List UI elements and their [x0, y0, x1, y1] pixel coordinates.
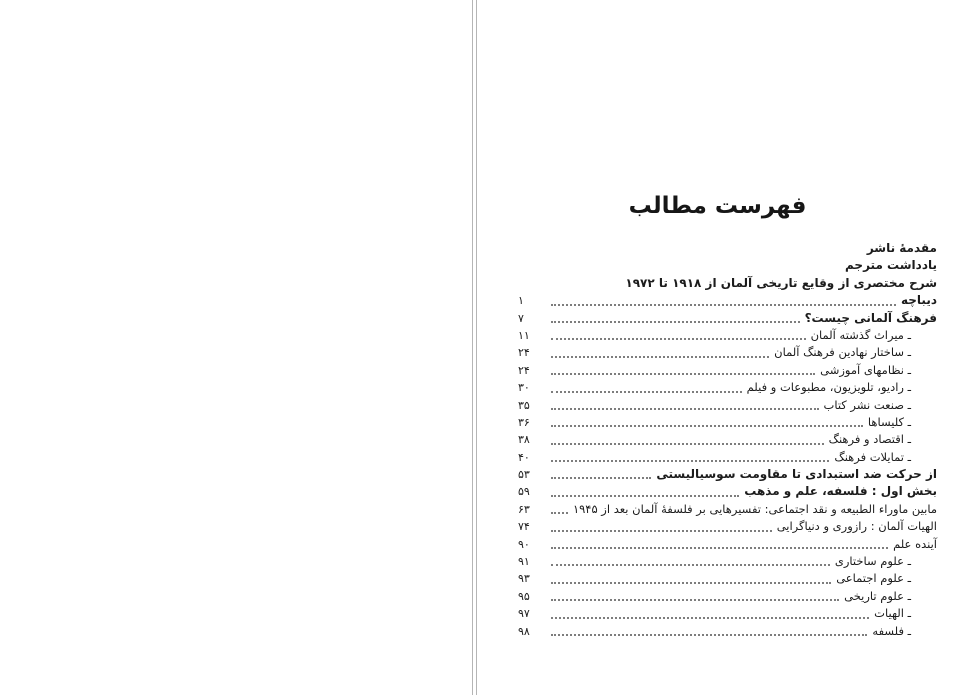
- toc-entry: [518, 466, 937, 483]
- toc-entry: [518, 362, 937, 379]
- toc-entry-page-number: ۷: [518, 311, 524, 325]
- toc-page: [478, 0, 957, 695]
- toc-entry-page-number: ۹۱: [518, 555, 530, 569]
- toc-entry-label: آینده علم: [893, 536, 937, 551]
- page-gutter-divider: [472, 0, 477, 695]
- toc-entry-page-number: ۷۴: [518, 520, 530, 534]
- toc-entry-page-number: ۲۴: [518, 346, 530, 360]
- dot-leader: [551, 582, 831, 584]
- toc-entry-page-number: ۹۷: [518, 607, 530, 621]
- toc-entry: [518, 501, 937, 518]
- toc-entry: [518, 518, 937, 535]
- toc-entry-label: از حرکت ضد استبدادی تا مقاومت سوسیالیستی: [656, 467, 937, 482]
- toc-entry-page-number: ۶۳: [518, 502, 530, 516]
- toc-entry-page-number: ۹۰: [518, 537, 530, 551]
- toc-entry-label: الهیات آلمان : رازوری و دنیاگرایی: [776, 519, 937, 534]
- toc-entry-page-number: ۱۱: [518, 328, 530, 342]
- toc-entry: [518, 275, 937, 292]
- toc-entry-page-number: ۹۳: [518, 572, 530, 586]
- toc-entry-label: یادداشت مترجم: [845, 258, 937, 273]
- toc-entry-page-number: ۳۸: [518, 433, 530, 447]
- toc-entry-page-number: ۵۹: [518, 485, 530, 499]
- toc-entry-label: ـ کلیساها: [867, 414, 911, 429]
- toc-entry-page-number: ۹۸: [518, 624, 530, 638]
- toc-entry: [518, 588, 937, 605]
- dot-leader: [551, 564, 830, 566]
- dot-leader: [551, 530, 772, 532]
- toc-entry: [518, 379, 937, 396]
- toc-entry: [518, 536, 937, 553]
- toc-entry-label: ـ علوم تاریخی: [844, 588, 911, 603]
- toc-entry: [518, 483, 937, 500]
- dot-leader: [551, 599, 839, 601]
- toc-entry-label: ـ صنعت نشر کتاب: [823, 397, 911, 412]
- toc-entry-label: مابین ماوراء الطبیعه و نقد اجتماعی: تفسیرهایی بر فلسفهٔ آلمان بعد از ۱۹۴۵: [572, 501, 937, 516]
- dot-leader: [551, 617, 869, 619]
- dot-leader: [551, 391, 742, 393]
- toc-entry-label: ـ تمایلات فرهنگ: [834, 449, 911, 464]
- toc-entry-label: ـ ساختار نهادین فرهنگ آلمان: [774, 345, 911, 360]
- toc-entry-label: ـ الهیات: [874, 606, 911, 621]
- toc-entry: [518, 605, 937, 622]
- toc-entry: [518, 257, 937, 274]
- toc-entry: [518, 414, 937, 431]
- toc-entry-label: ـ میراث گذشته آلمان: [810, 327, 911, 342]
- toc-title: فهرست مطالب: [628, 193, 807, 219]
- toc-entry-page-number: ۱: [518, 294, 524, 308]
- toc-entry-label: دیباچه: [901, 293, 937, 308]
- toc-list: [518, 240, 937, 640]
- toc-entry-label: ـ علوم ساختاری: [834, 554, 911, 569]
- dot-leader: [551, 304, 896, 306]
- toc-entry-label: مقدمهٔ ناشر: [866, 241, 937, 255]
- toc-entry-page-number: ۹۵: [518, 589, 530, 603]
- dot-leader: [551, 495, 739, 497]
- toc-entry-page-number: ۳۵: [518, 398, 530, 412]
- toc-entry-label: ـ فلسفه: [872, 623, 911, 638]
- dot-leader: [551, 408, 819, 410]
- toc-entry-page-number: ۳۰: [518, 381, 530, 395]
- toc-entry-page-number: ۳۶: [518, 415, 530, 429]
- toc-entry: [518, 553, 937, 570]
- toc-entry-label: فرهنگ آلمانی چیست؟: [804, 310, 937, 325]
- toc-entry-label: بخش اول : فلسفه، علم و مذهب: [744, 484, 937, 499]
- dot-leader: [551, 477, 651, 479]
- toc-entry: [518, 292, 937, 309]
- dot-leader: [551, 373, 815, 375]
- toc-entry-label: ـ رادیو، تلویزیون، مطبوعات و فیلم: [746, 380, 911, 395]
- dot-leader: [551, 443, 824, 445]
- toc-entry: [518, 623, 937, 640]
- toc-entry: [518, 431, 937, 448]
- dot-leader: [551, 634, 867, 636]
- toc-entry-page-number: ۴۰: [518, 450, 530, 464]
- dot-leader: [551, 338, 806, 340]
- toc-entry-page-number: ۵۳: [518, 468, 530, 482]
- toc-entry: [518, 327, 937, 344]
- dot-leader: [551, 356, 769, 358]
- toc-entry-page-number: ۲۴: [518, 363, 530, 377]
- dot-leader: [551, 460, 829, 462]
- left-blank-page: [0, 0, 472, 695]
- dot-leader: [551, 512, 568, 514]
- toc-entry-label: ـ اقتصاد و فرهنگ: [828, 432, 911, 447]
- toc-entry: [518, 240, 937, 257]
- toc-entry-label: ـ علوم اجتماعی: [836, 571, 911, 586]
- toc-entry-label: شرح مختصری از وقایع تاریخی آلمان از ۱۹۱۸ تا ۱۹۷۲: [625, 275, 937, 290]
- toc-entry: [518, 344, 937, 361]
- toc-entry: [518, 397, 937, 414]
- dot-leader: [551, 321, 800, 323]
- dot-leader: [551, 425, 863, 427]
- toc-entry-label: ـ نظامهای آموزشی: [820, 362, 911, 377]
- dot-leader: [551, 547, 888, 549]
- toc-entry: [518, 449, 937, 466]
- toc-entry: [518, 310, 937, 327]
- toc-entry: [518, 570, 937, 587]
